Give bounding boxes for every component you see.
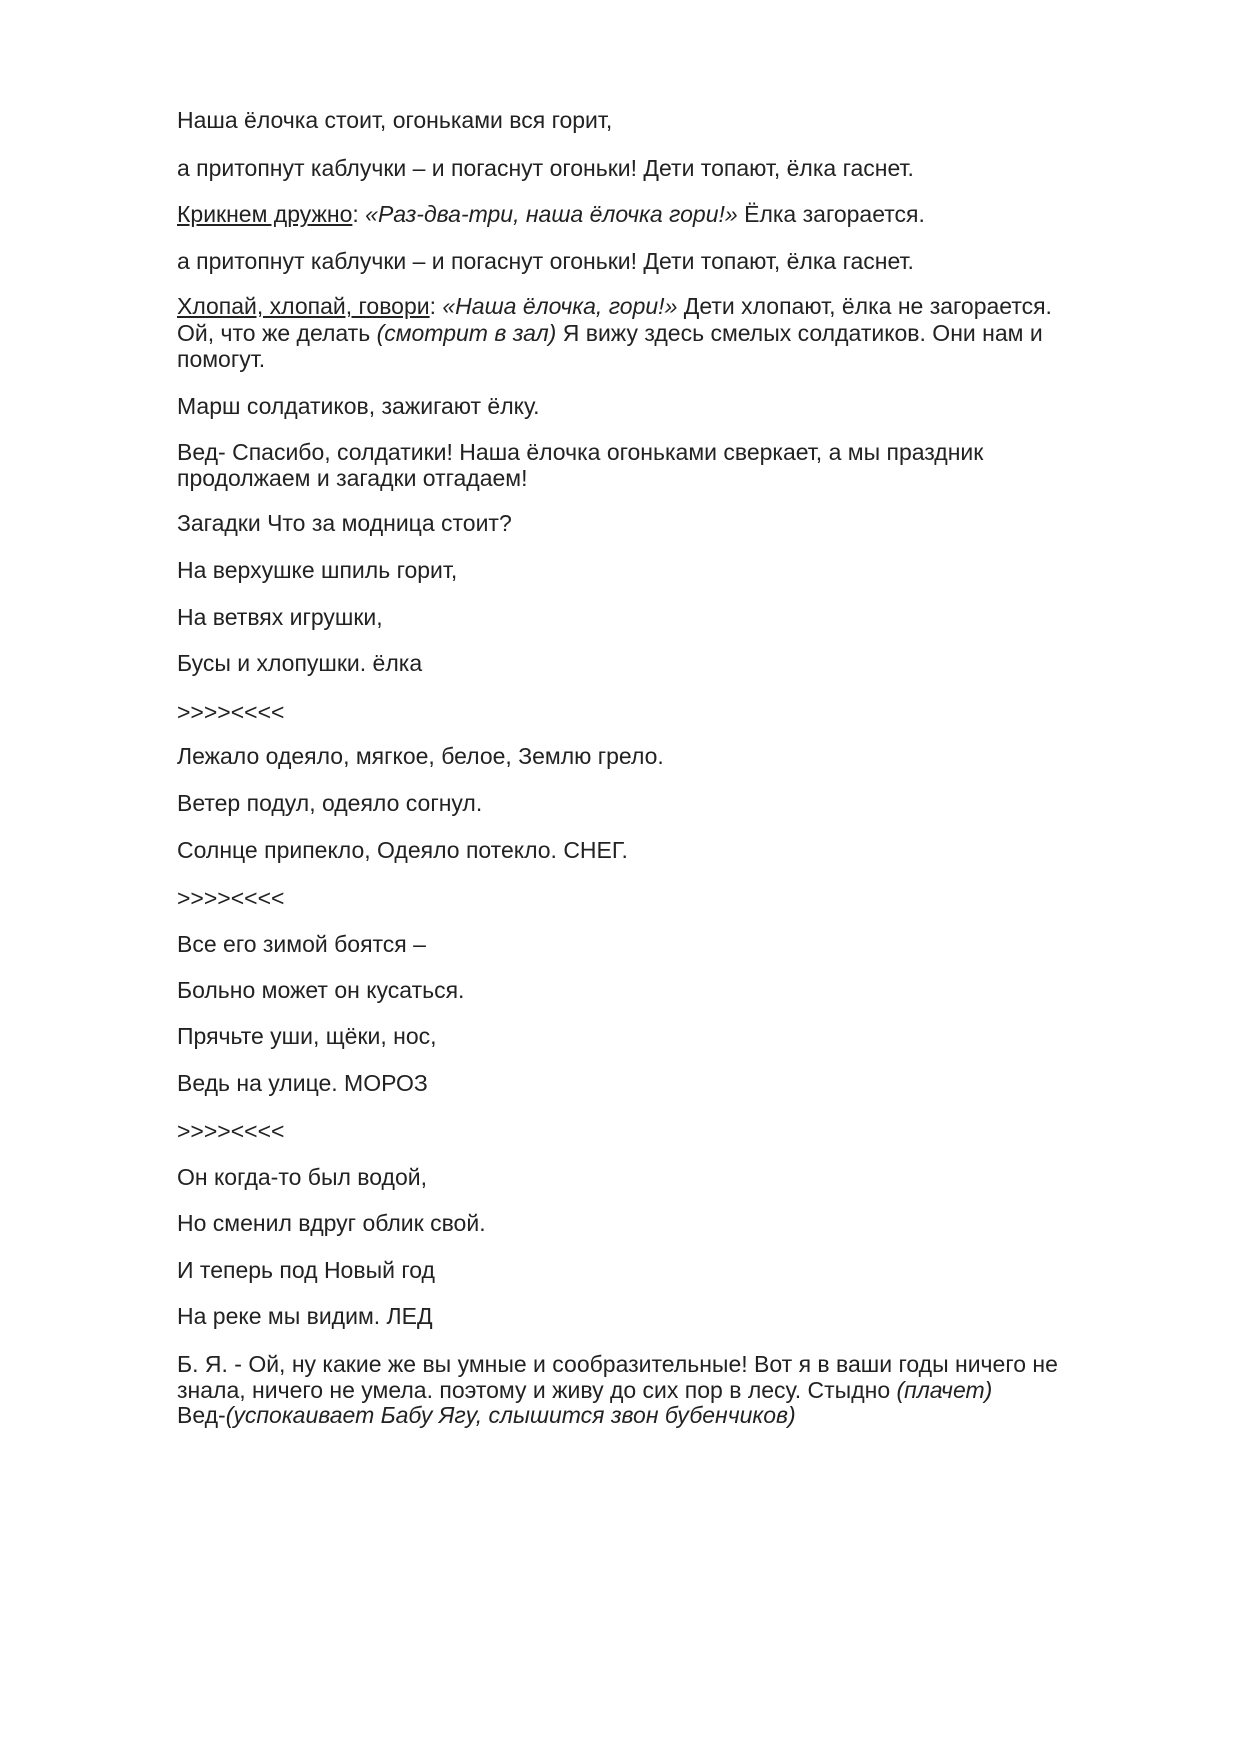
text-line: На реке мы видим. ЛЕД: [177, 1303, 433, 1329]
italic-chant: «Раз-два-три, наша ёлочка гори!»: [365, 201, 738, 227]
underlined-cue: Хлопай, хлопай, говори: [177, 293, 430, 319]
text-line: Бусы и хлопушки. ёлка: [177, 650, 423, 676]
text-line: Б. Я. - Ой, ну какие же вы умные и сообразительные! Вот я в ваши годы ничего не: [177, 1351, 1058, 1377]
separator-line: >>>><<<<: [177, 885, 285, 911]
text-line: Больно может он кусаться.: [177, 977, 465, 1003]
stage-direction: (плачет): [896, 1377, 993, 1403]
text-span: :: [429, 293, 443, 319]
text-span: Дети хлопают, ёлка не загорается.: [677, 293, 1052, 319]
text-span: Ой, что же делать: [177, 320, 377, 346]
text-line: [177, 200, 1137, 229]
text-line: Ведь на улице. МОРОЗ: [177, 1070, 428, 1096]
text-line: Марш солдатиков, зажигают ёлку.: [177, 393, 540, 419]
text-line: помогут.: [177, 346, 266, 372]
text-line: Все его зимой боятся –: [177, 931, 426, 957]
text-line: На верхушке шпиль горит,: [177, 557, 458, 583]
text-line: Загадки Что за модница стоит?: [177, 510, 512, 536]
separator-line: >>>><<<<: [177, 699, 285, 725]
stage-direction: (смотрит в зал): [376, 320, 557, 346]
text-span: :: [352, 201, 366, 227]
text-span: знала, ничего не умела. поэтому и живу до сих пор в лесу. Стыдно: [177, 1377, 897, 1403]
text-line: [177, 1401, 1137, 1430]
text-line: Лежало одеяло, мягкое, белое, Землю грело.: [177, 743, 664, 769]
text-line: Солнце припекло, Одеяло потекло. СНЕГ.: [177, 837, 628, 863]
separator-line: >>>><<<<: [177, 1118, 285, 1144]
text-line: Но сменил вдруг облик свой.: [177, 1210, 486, 1236]
text-line: Наша ёлочка стоит, огоньками вся горит,: [177, 107, 613, 133]
text-span: Я вижу здесь смелых солдатиков. Они нам и: [556, 320, 1043, 346]
text-line: Вед- Спасибо, солдатики! Наша ёлочка огоньками сверкает, а мы праздник: [177, 439, 984, 465]
text-line: продолжаем и загадки отгадаем!: [177, 465, 528, 491]
text-line: Прячьте уши, щёки, нос,: [177, 1023, 437, 1049]
text-line: а притопнут каблучки – и погаснут огоньки! Дети топают, ёлка гаснет.: [177, 248, 914, 274]
text-line: [177, 319, 1137, 348]
italic-chant: «Наша ёлочка, гори!»: [442, 293, 678, 319]
text-span: Вед-: [177, 1402, 226, 1428]
underlined-cue: Крикнем дружно: [177, 201, 353, 227]
text-line: [177, 292, 1137, 321]
text-line: И теперь под Новый год: [177, 1257, 435, 1283]
text-span: Ёлка загорается.: [737, 201, 925, 227]
text-line: Он когда-то был водой,: [177, 1164, 427, 1190]
stage-direction: (успокаивает Бабу Ягу, слышится звон бубенчиков): [225, 1402, 796, 1428]
text-line: а притопнут каблучки – и погаснут огоньки! Дети топают, ёлка гаснет.: [177, 155, 914, 181]
text-line: На ветвях игрушки,: [177, 604, 383, 630]
text-line: Ветер подул, одеяло согнул.: [177, 790, 483, 816]
